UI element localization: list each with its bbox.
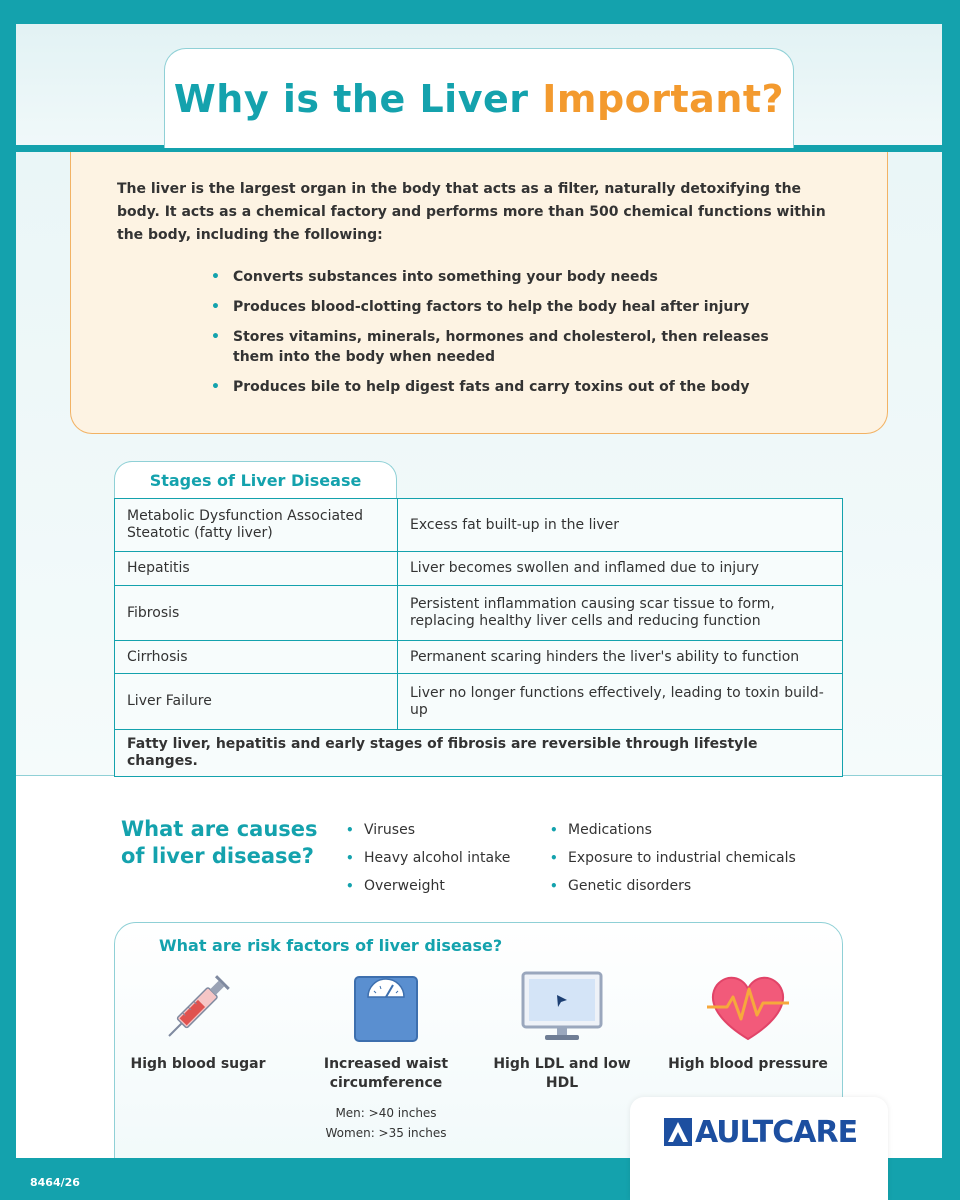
stage-description: Liver no longer functions effectively, leading to toxin build-up	[398, 674, 843, 730]
title-part-2: Liver	[419, 76, 529, 121]
document-code: 8464/26	[30, 1176, 80, 1189]
list-item-text: Stores vitamins, minerals, hormones and cholesterol, then releases them into the body when needed	[233, 329, 769, 365]
title-part-3: Important?	[542, 76, 785, 121]
stages-heading: Stages of Liver Disease	[114, 461, 397, 499]
list-item	[346, 816, 510, 844]
table-row	[115, 552, 843, 586]
waist-notes	[306, 1103, 466, 1143]
risk-item-blood-sugar	[118, 963, 278, 1074]
risk-item-waist	[306, 963, 466, 1143]
table-footnote-row	[115, 730, 843, 777]
bullet-icon: •	[211, 299, 220, 315]
bullet-icon: •	[211, 379, 220, 395]
table-row	[115, 499, 843, 552]
stage-description: Excess fat built-up in the liver	[398, 499, 843, 552]
aultcare-logo-mark-icon	[664, 1118, 692, 1146]
list-item	[211, 377, 811, 397]
risk-label: High blood pressure	[668, 1056, 828, 1072]
list-item	[211, 327, 811, 367]
risk-item-blood-pressure	[668, 963, 828, 1074]
list-item-text: Overweight	[364, 878, 445, 894]
list-item-text: Produces blood-clotting factors to help the body heal after injury	[233, 299, 750, 315]
bullet-icon: •	[550, 823, 558, 837]
stage-name: Liver Failure	[115, 674, 398, 730]
risk-label: High LDL and low HDL	[493, 1056, 631, 1091]
list-item-text: Heavy alcohol intake	[364, 850, 511, 866]
monitor-icon	[482, 963, 642, 1051]
list-item	[550, 844, 796, 872]
stage-description: Permanent scaring hinders the liver's ability to function	[398, 641, 843, 674]
list-item-text: Genetic disorders	[568, 878, 692, 894]
list-item-text: Exposure to industrial chemicals	[568, 850, 796, 866]
causes-heading: What are causes of liver disease?	[121, 817, 318, 868]
waist-note-men: Men: >40 inches	[335, 1106, 437, 1120]
stages-table	[114, 498, 843, 777]
causes-list-1	[346, 816, 510, 900]
risk-label: Increased waist circumference	[323, 1056, 449, 1091]
bullet-icon: •	[346, 823, 354, 837]
list-item	[550, 872, 796, 900]
list-item-text: Produces bile to help digest fats and carry toxins out of the body	[233, 379, 750, 395]
waist-note-women: Women: >35 inches	[325, 1126, 447, 1140]
list-item-text: Medications	[568, 822, 652, 838]
list-item	[346, 872, 510, 900]
stages-footnote: Fatty liver, hepatitis and early stages of fibrosis are reversible through lifestyle changes.	[115, 730, 843, 777]
stage-description: Liver becomes swollen and inflamed due to injury	[398, 552, 843, 586]
bullet-icon: •	[211, 269, 220, 285]
bullet-icon: •	[550, 879, 558, 893]
stage-name: Hepatitis	[115, 552, 398, 586]
intro-paragraph: The liver is the largest organ in the body that acts as a filter, naturally detoxifying the body. It acts as a chemical factory and performs more than 500 chemical functions within the body, including the following:	[117, 181, 826, 243]
bullet-icon: •	[211, 329, 220, 345]
title-part-1: Why is the	[173, 76, 406, 121]
brand-name: AULTCARE	[695, 1114, 858, 1150]
stage-description: Persistent inflammation causing scar tissue to form, replacing healthy liver cells and reducing function	[398, 586, 843, 641]
stage-name: Metabolic Dysfunction Associated Steatotic (fatty liver)	[115, 499, 398, 552]
list-item	[211, 297, 811, 317]
list-item	[211, 267, 811, 287]
table-row	[115, 674, 843, 730]
stage-name: Cirrhosis	[115, 641, 398, 674]
page-title	[164, 48, 794, 148]
list-item-text: Converts substances into something your body needs	[233, 269, 658, 285]
aultcare-logo	[664, 1114, 857, 1150]
scale-icon	[306, 963, 466, 1051]
list-item	[550, 816, 796, 844]
list-item-text: Viruses	[364, 822, 415, 838]
function-list	[211, 267, 811, 397]
page	[16, 24, 942, 1200]
list-item	[346, 844, 510, 872]
risk-item-cholesterol	[482, 963, 642, 1093]
bullet-icon: •	[346, 851, 354, 865]
heart-pulse-icon	[668, 963, 828, 1051]
table-row	[115, 641, 843, 674]
risk-heading: What are risk factors of liver disease?	[159, 936, 503, 955]
syringe-icon	[118, 963, 278, 1051]
intro-section	[70, 152, 888, 434]
stage-name: Fibrosis	[115, 586, 398, 641]
causes-list-2	[550, 816, 796, 900]
risk-label: High blood sugar	[130, 1056, 266, 1072]
bullet-icon: •	[346, 879, 354, 893]
table-row	[115, 586, 843, 641]
bullet-icon: •	[550, 851, 558, 865]
